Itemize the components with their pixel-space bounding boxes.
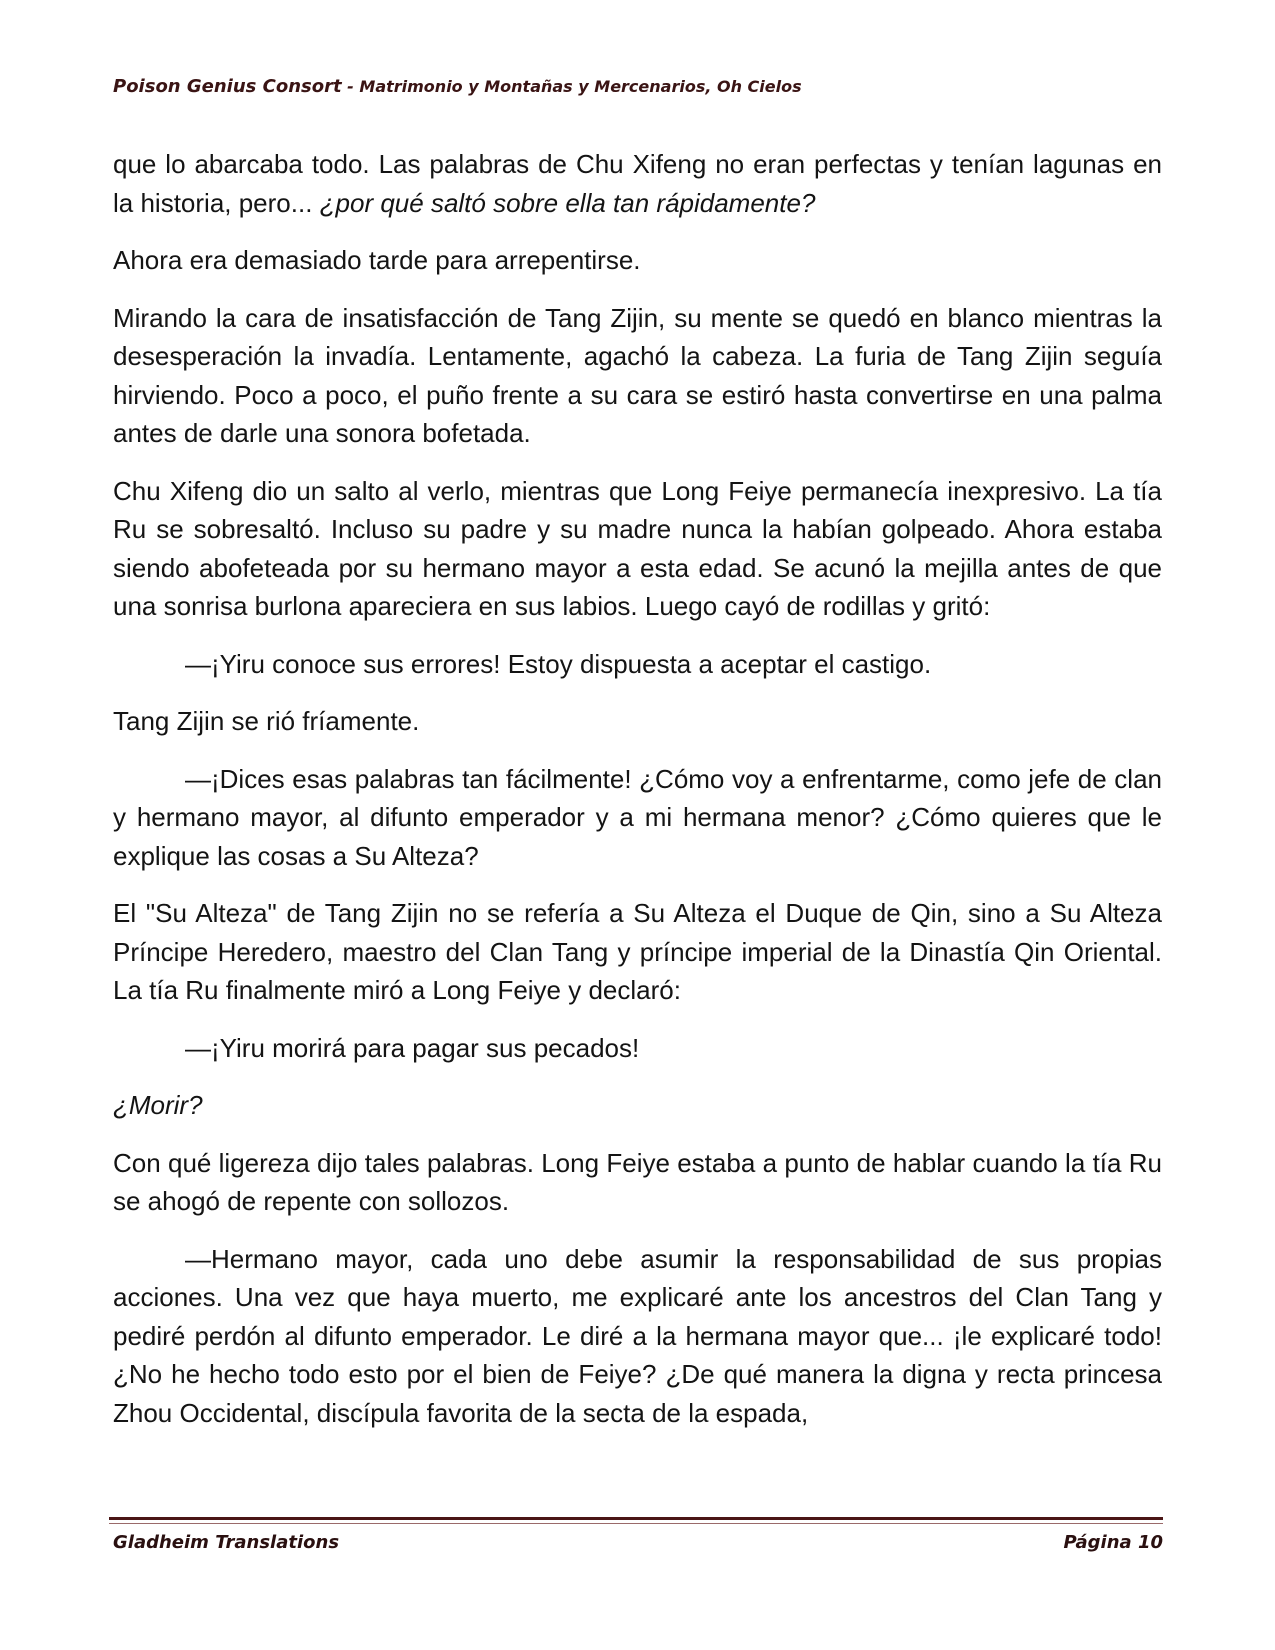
- paragraph: Tang Zijin se rió fríamente.: [113, 706, 420, 736]
- paragraph: Mirando la cara de insatisfacción de Tang Zijin, su mente se quedó en blanco mientras la desesperación la invadía. Lentamente, agachó la cabeza. La furia de Tang Zijin seguía hirviendo. Poco a poco, el puño frente a su cara se estiró hasta convertirse en una palma antes de darle una sonora bofetada.: [113, 302, 1162, 448]
- dialogue-line: —¡Yiru morirá para pagar sus pecados!: [185, 1032, 640, 1063]
- series-title: Poison Genius Consort: [113, 76, 342, 97]
- paragraph: Chu Xifeng dio un salto al verlo, mientras que Long Feiye permanecía inexpresivo. La tía Ru se sobresaltó. Incluso su padre y su madre nunca la habían golpeado. Ahora estaba siendo abofeteada por su hermano mayor a esta edad. Se acunó la mejilla antes de que una sonrisa burlona apareciera en sus labios. Luego cayó de rodillas y gritó:: [113, 475, 1162, 621]
- translator-credit: Gladheim Translations: [113, 1532, 340, 1553]
- italic-thought: ¿Morir?: [113, 1090, 203, 1120]
- dialogue-line: —¡Dices esas palabras tan fácilmente! ¿Cómo voy a enfrentarme, como jefe de clan y hermano mayor, al difunto emperador y a mi hermana menor? ¿Cómo quieres que le explique las cosas a Su Alteza?: [113, 763, 1162, 871]
- page-footer: [113, 1532, 1163, 1553]
- paragraph: Con qué ligereza dijo tales palabras. Long Feiye estaba a punto de hablar cuando la tía Ru se ahogó de repente con sollozos.: [113, 1147, 1162, 1216]
- page-number: Página 10: [1063, 1532, 1163, 1553]
- page-header: [113, 76, 1163, 97]
- italic-thought: ¿por qué saltó sobre ella tan rápidamente?: [319, 187, 816, 218]
- paragraph-text: que lo abarcaba todo. Las palabras de Chu Xifeng no eran perfectas y tenían lagunas en la historia, pero...: [113, 149, 1162, 218]
- footer-divider-thin: [109, 1523, 1163, 1524]
- footer-divider: [109, 1517, 1163, 1520]
- dialogue-line: —¡Yiru conoce sus errores! Estoy dispuesta a aceptar el castigo.: [185, 648, 932, 679]
- page-body: [113, 145, 1162, 1451]
- chapter-title: - Matrimonio y Montañas y Mercenarios, Oh Cielos: [341, 77, 802, 96]
- dialogue-line: —Hermano mayor, cada uno debe asumir la responsabilidad de sus propias acciones. Una vez que haya muerto, me explicaré ante los ancestros del Clan Tang y pediré perdón al difunto emperador. Le diré a la hermana mayor que... ¡le explicaré todo! ¿No he hecho todo esto por el bien de Feiye? ¿De qué manera la digna y recta princesa Zhou Occidental, discípula favorita de la secta de la espada,: [113, 1243, 1162, 1428]
- paragraph: Ahora era demasiado tarde para arrepentirse.: [113, 245, 641, 275]
- paragraph: El "Su Alteza" de Tang Zijin no se refería a Su Alteza el Duque de Qin, sino a Su Alteza Príncipe Heredero, maestro del Clan Tang y príncipe imperial de la Dinastía Qin Oriental. La tía Ru finalmente miró a Long Feiye y declaró:: [113, 898, 1162, 1005]
- paragraph: [113, 145, 1162, 222]
